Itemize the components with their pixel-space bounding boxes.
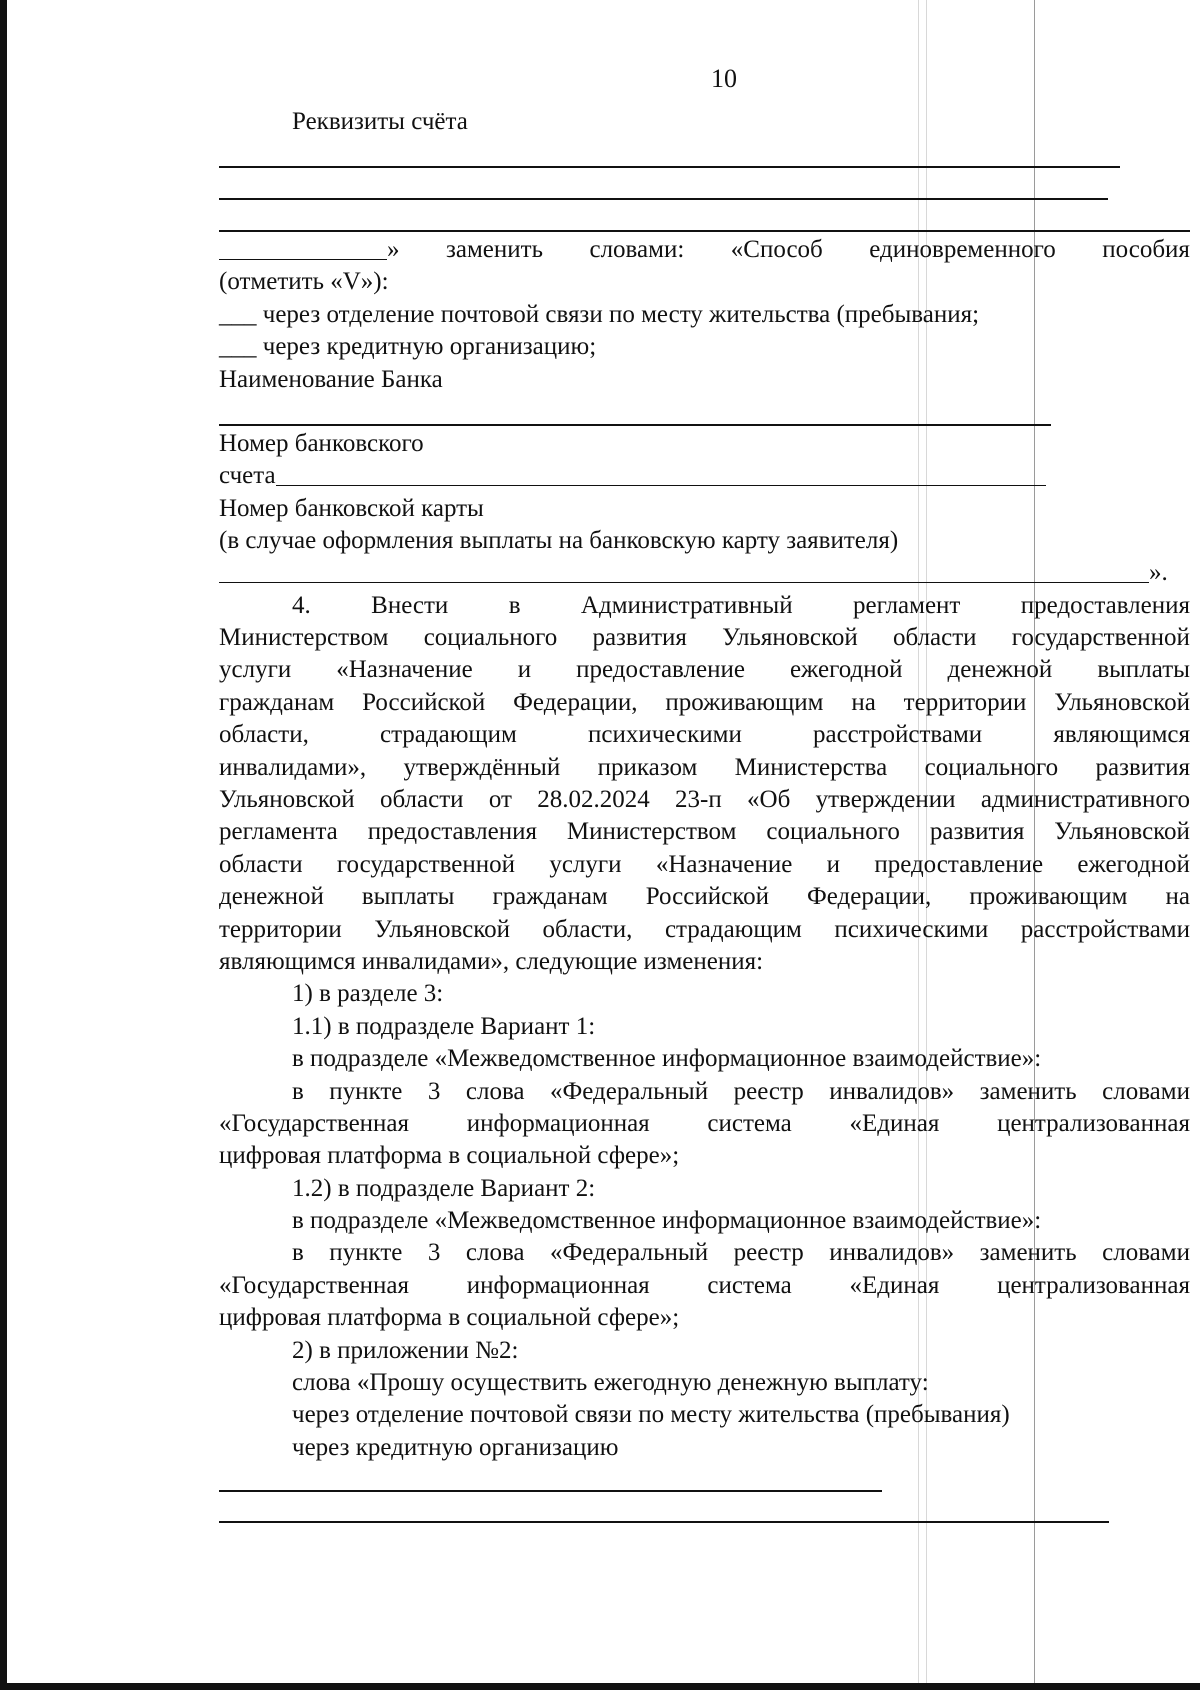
clause-line: «Государственная информационная система «Единая централизованная: [219, 1272, 1190, 1299]
account-details-heading: Реквизиты счёта: [292, 108, 468, 135]
scan-left-border: [0, 0, 7, 1690]
paragraph-line: инвалидами», утверждённый приказом Министерства социального развития: [219, 754, 1190, 781]
account-number-label: Номер банковского: [219, 430, 424, 457]
paragraph-line: гражданам Российской Федерации, проживающим на территории Ульяновской: [219, 689, 1190, 716]
paragraph-line: денежной выплаты гражданам Российской Федерации, проживающим на: [219, 883, 1190, 910]
item-1-1: 1.1) в подразделе Вариант 1:: [292, 1013, 596, 1040]
closing-line: [219, 557, 1168, 589]
words-post: через отделение почтовой связи по месту жительства (пребывания): [292, 1401, 1010, 1428]
blank-line: [219, 1521, 1109, 1523]
subsection-2: в подразделе «Межведомственное информационное взаимодействие»:: [292, 1207, 1042, 1234]
item-2: 2) в приложении №2:: [292, 1337, 519, 1364]
clause-line: «Государственная информационная система «Единая централизованная: [219, 1110, 1190, 1137]
word: заменить: [446, 236, 543, 263]
word: единовременного: [869, 236, 1056, 263]
blank-line: [219, 1490, 882, 1492]
clause-line: в пункте 3 слова «Федеральный реестр инвалидов» заменить словами: [292, 1078, 1190, 1105]
clause-end: цифровая платформа в социальной сфере»;: [219, 1304, 680, 1331]
replace-prefix: »: [219, 234, 400, 266]
blank-line: [219, 198, 1108, 200]
blank-line: [219, 166, 1120, 168]
clause-line: в пункте 3 слова «Федеральный реестр инвалидов» заменить словами: [292, 1239, 1190, 1266]
checkbox-blank: ___: [219, 333, 257, 360]
card-note: (в случае оформления выплаты на банковскую карту заявителя): [219, 527, 899, 554]
card-number-label: Номер банковской карты: [219, 495, 484, 522]
words-line: слова «Прошу осуществить ежегодную денежную выплату:: [292, 1369, 929, 1396]
account-word: счета: [219, 462, 276, 489]
paragraph-line: Министерством социального развития Ульяновской области государственной: [219, 624, 1190, 651]
option-text: через кредитную организацию;: [262, 333, 597, 360]
words-credit: через кредитную организацию: [292, 1434, 619, 1461]
page-number: 10: [711, 64, 737, 93]
option-post: [219, 299, 979, 331]
clause-end: цифровая платформа в социальной сфере»;: [219, 1142, 680, 1169]
blank-field: [219, 558, 1149, 583]
option-credit: [219, 331, 596, 363]
replace-line: [219, 234, 1190, 266]
paragraph-line: Ульяновской области от 28.02.2024 23-п «Об утверждении административного: [219, 786, 1190, 813]
paragraph-line: 4. Внести в Административный регламент предоставления: [292, 592, 1190, 619]
account-number-line: [219, 460, 1046, 492]
mark-instruction: (отметить «V»):: [219, 268, 389, 295]
page-top-margin: [0, 0, 1200, 14]
paragraph-line: области, страдающим психическими расстройствами являющимся: [219, 721, 1190, 748]
paragraph-last-line: являющимся инвалидами», следующие изменения:: [219, 948, 764, 975]
blank-field: [219, 235, 387, 260]
word: пособия: [1102, 236, 1190, 263]
blank-line: [219, 230, 1190, 232]
checkbox-blank: ___: [219, 301, 257, 328]
option-text: через отделение почтовой связи по месту жительства (пребывания;: [262, 301, 980, 328]
bank-name-label: Наименование Банка: [219, 366, 443, 393]
item-1: 1) в разделе 3:: [292, 980, 444, 1007]
paragraph-line: территории Ульяновской области, страдающим психическими расстройствами: [219, 916, 1190, 943]
paragraph-line: области государственной услуги «Назначение и предоставление ежегодной: [219, 851, 1190, 878]
scan-bottom-border: [0, 1683, 1200, 1690]
paragraph-line: услуги «Назначение и предоставление ежегодной денежной выплаты: [219, 656, 1190, 683]
blank-field: [276, 461, 1046, 486]
paragraph-line: регламента предоставления Министерством социального развития Ульяновской: [219, 818, 1190, 845]
subsection-1: в подразделе «Межведомственное информационное взаимодействие»:: [292, 1045, 1042, 1072]
word: словами:: [589, 236, 685, 263]
closing-quote: ».: [1149, 559, 1168, 586]
item-1-2: 1.2) в подразделе Вариант 2:: [292, 1175, 596, 1202]
word: «Способ: [730, 236, 823, 263]
blank-line: [219, 424, 1051, 426]
